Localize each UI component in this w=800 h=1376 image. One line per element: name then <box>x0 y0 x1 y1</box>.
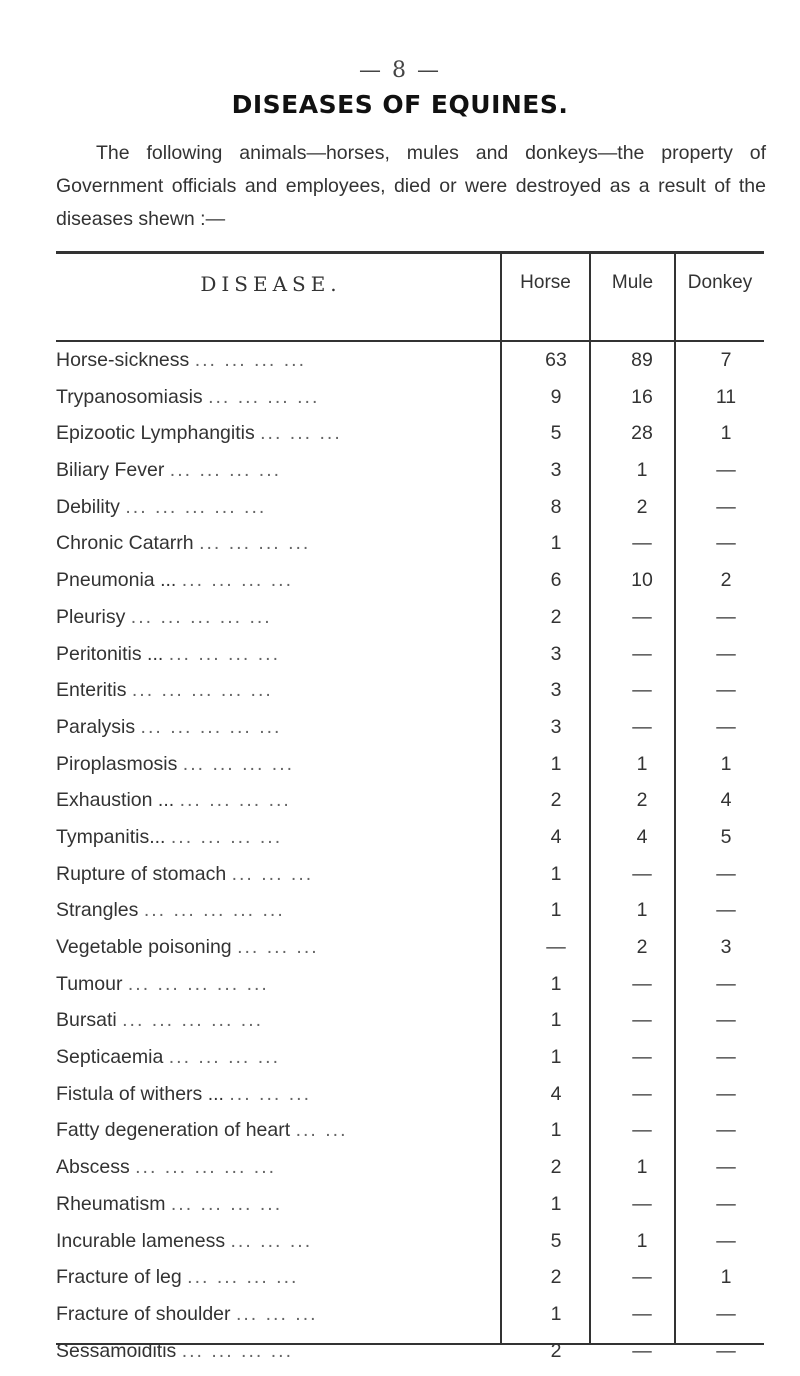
table-row <box>56 899 764 936</box>
horse-count: 6 <box>550 569 562 592</box>
intro-paragraph: The following animals—horses, mules and donkeys—the property of Government officials and employees, died or were destroyed as a result of the diseases shewn :— <box>56 142 766 230</box>
horse-count: 1 <box>550 972 562 995</box>
leader-dots: ... ... ... ... <box>181 569 294 592</box>
column-header-mule: Mule <box>611 272 654 293</box>
disease-name: Fracture of leg <box>56 1266 182 1289</box>
leader-dots: ... ... ... ... ... <box>143 899 285 922</box>
table-row <box>56 716 764 753</box>
mule-count: — <box>632 1046 652 1069</box>
donkey-count: — <box>716 1192 736 1215</box>
mule-count: 1 <box>636 1156 648 1179</box>
disease-name: Septicaemia <box>56 1046 164 1069</box>
mule-count: 16 <box>631 385 653 408</box>
disease-name: Rheumatism <box>56 1192 166 1215</box>
donkey-count: — <box>716 1302 736 1325</box>
disease-name: Horse-sickness <box>56 349 190 371</box>
mule-count: — <box>632 532 652 555</box>
disease-name: Tumour <box>56 972 123 995</box>
table-row <box>56 1266 764 1303</box>
horse-count: 3 <box>550 642 562 665</box>
horse-count: 2 <box>550 1156 562 1179</box>
horse-count: 3 <box>550 679 562 702</box>
horse-count: 1 <box>550 1046 562 1069</box>
donkey-count: 7 <box>720 349 732 371</box>
disease-name: Debility <box>56 495 120 518</box>
leader-dots: ... ... ... ... <box>194 349 306 371</box>
donkey-count: 4 <box>720 789 732 812</box>
horse-count: 3 <box>550 715 562 738</box>
table-row <box>56 606 764 643</box>
donkey-count: — <box>716 679 736 702</box>
leader-dots: ... ... ... ... <box>168 1046 281 1069</box>
horse-count: 1 <box>550 1119 562 1142</box>
table-header-rule <box>56 340 764 342</box>
disease-name: Tympanitis... <box>56 825 166 848</box>
disease-name: Fatty degeneration of heart <box>56 1119 291 1142</box>
disease-name: Pneumonia ... <box>56 569 177 592</box>
table-row <box>56 789 764 826</box>
donkey-count: — <box>716 642 736 665</box>
table-row <box>56 1156 764 1193</box>
mule-count: — <box>632 1192 652 1215</box>
column-header-horse: Horse <box>520 272 571 293</box>
donkey-count: 3 <box>720 936 732 958</box>
disease-name: Paralysis <box>56 715 136 738</box>
disease-name-cell <box>56 826 476 849</box>
disease-name: Peritonitis ... <box>56 642 164 665</box>
horse-count: 4 <box>550 1082 562 1105</box>
donkey-count: — <box>716 532 736 555</box>
mule-count: 1 <box>636 899 648 922</box>
donkey-count: 5 <box>720 825 732 848</box>
leader-dots: ... ... ... ... <box>199 532 311 555</box>
leader-dots: ... ... ... <box>235 1302 318 1325</box>
donkey-count: 11 <box>715 385 737 408</box>
disease-name: Epizootic Lymphangitis <box>56 422 255 445</box>
table-row <box>56 349 764 386</box>
table-row <box>56 496 764 533</box>
leader-dots: ... ... ... <box>231 862 314 885</box>
leader-dots: ... ... ... ... ... <box>130 605 272 628</box>
mule-count: — <box>632 1009 652 1032</box>
leader-dots: ... ... ... ... <box>208 385 320 408</box>
disease-name-cell <box>56 716 476 739</box>
donkey-count: — <box>716 1082 736 1105</box>
donkey-count: — <box>716 972 736 995</box>
mule-count: — <box>632 1339 652 1362</box>
disease-name-cell <box>56 532 476 555</box>
disease-name-cell <box>56 1119 476 1142</box>
horse-count: 63 <box>545 349 567 371</box>
mule-count: 2 <box>636 789 648 812</box>
mule-count: 2 <box>636 936 648 958</box>
horse-count: 5 <box>550 1229 562 1252</box>
mule-count: — <box>632 862 652 885</box>
leader-dots: ... ... ... <box>230 1229 313 1252</box>
mule-count: 1 <box>636 752 648 775</box>
table-row <box>56 643 764 680</box>
donkey-count: — <box>716 605 736 628</box>
mule-count: — <box>632 605 652 628</box>
table-row <box>56 1340 764 1376</box>
mule-count: — <box>632 1302 652 1325</box>
horse-count: 1 <box>550 899 562 922</box>
disease-name: Strangles <box>56 899 139 922</box>
mule-count: — <box>632 972 652 995</box>
mule-count: 1 <box>636 1229 648 1252</box>
horse-count: 9 <box>550 385 562 408</box>
mule-count: — <box>632 715 652 738</box>
table-row <box>56 386 764 423</box>
disease-name: Incurable lameness <box>56 1229 226 1252</box>
horse-count: 2 <box>550 789 562 812</box>
disease-name-cell <box>56 1009 476 1032</box>
donkey-count: — <box>716 862 736 885</box>
table-top-rule <box>56 251 764 254</box>
disease-name-cell <box>56 1046 476 1069</box>
donkey-count: 2 <box>720 569 732 592</box>
leader-dots: ... ... ... ... <box>168 642 280 665</box>
leader-dots: ... ... ... ... <box>170 1192 283 1215</box>
leader-dots: ... ... ... ... ... <box>125 495 267 518</box>
donkey-count: — <box>716 1156 736 1179</box>
disease-name-cell <box>56 863 476 886</box>
table-row <box>56 422 764 459</box>
donkey-count: 1 <box>720 422 732 445</box>
horse-count: 2 <box>550 1339 562 1362</box>
table-row <box>56 936 764 973</box>
donkey-count: — <box>716 1339 736 1362</box>
disease-name-cell <box>56 1230 476 1253</box>
disease-name: Vegetable poisoning <box>56 936 232 958</box>
horse-count: 1 <box>550 532 562 555</box>
mule-count: — <box>632 1082 652 1105</box>
disease-name: Bursati <box>56 1009 117 1032</box>
table-row <box>56 1083 764 1120</box>
leader-dots: ... ... ... ... <box>179 789 291 812</box>
disease-name-cell <box>56 606 476 629</box>
disease-name: Fracture of shoulder <box>56 1302 231 1325</box>
leader-dots: ... ... <box>295 1119 348 1142</box>
leader-dots: ... ... ... ... <box>181 1339 293 1362</box>
disease-name: Rupture of stomach <box>56 862 227 885</box>
table-row <box>56 532 764 569</box>
disease-name-cell <box>56 936 476 959</box>
table-row <box>56 1193 764 1230</box>
table-row <box>56 863 764 900</box>
disease-name-cell <box>56 1083 476 1106</box>
leader-dots: ... ... ... ... ... <box>127 972 269 995</box>
disease-name: Pleurisy <box>56 605 126 628</box>
disease-name: Exhaustion ... <box>56 789 175 812</box>
mule-count: 2 <box>636 495 648 518</box>
horse-count: 1 <box>550 752 562 775</box>
leader-dots: ... ... ... ... ... <box>131 679 273 702</box>
disease-name: Piroplasmosis <box>56 752 178 775</box>
leader-dots: ... ... ... ... ... <box>135 1156 277 1179</box>
table-row <box>56 826 764 863</box>
leader-dots: ... ... ... ... <box>187 1266 299 1289</box>
table-row <box>56 753 764 790</box>
disease-name-cell <box>56 349 476 372</box>
disease-name-cell <box>56 753 476 776</box>
disease-name-cell <box>56 973 476 996</box>
disease-name-cell <box>56 422 476 445</box>
leader-dots: ... ... ... ... <box>169 459 282 482</box>
disease-name: Fistula of withers ... <box>56 1082 224 1105</box>
mule-count: — <box>632 642 652 665</box>
leader-dots: ... ... ... <box>237 936 319 958</box>
disease-name: Abscess <box>56 1156 130 1179</box>
table-body <box>56 349 764 1376</box>
table-row <box>56 1119 764 1156</box>
disease-name-cell <box>56 1156 476 1179</box>
leader-dots: ... ... ... ... ... <box>140 715 282 738</box>
mule-count: 89 <box>631 349 653 371</box>
donkey-count: 1 <box>720 1266 732 1289</box>
table-row <box>56 973 764 1010</box>
table-row <box>56 1303 764 1340</box>
leader-dots: ... ... ... ... <box>182 752 295 775</box>
disease-name-cell <box>56 1303 476 1326</box>
table-row <box>56 1230 764 1267</box>
horse-count: 2 <box>550 605 562 628</box>
leader-dots: ... ... ... <box>260 422 342 445</box>
disease-name-cell <box>56 496 476 519</box>
disease-name-cell <box>56 899 476 922</box>
horse-count: 1 <box>550 862 562 885</box>
donkey-count: — <box>716 1119 736 1142</box>
donkey-count: 1 <box>720 752 732 775</box>
mule-count: 10 <box>631 569 653 592</box>
column-header-donkey: Donkey <box>687 272 753 293</box>
donkey-count: — <box>716 1046 736 1069</box>
horse-count: 5 <box>550 422 562 445</box>
page-title: DISEASES OF EQUINES. <box>231 90 569 119</box>
mule-count: 4 <box>636 825 648 848</box>
leader-dots: ... ... ... <box>229 1082 311 1105</box>
disease-name-cell <box>56 1340 476 1363</box>
horse-count: 4 <box>550 825 562 848</box>
leader-dots: ... ... ... ... ... <box>122 1009 264 1032</box>
disease-name-cell <box>56 386 476 409</box>
table-row <box>56 1009 764 1046</box>
mule-count: — <box>632 679 652 702</box>
mule-count: 28 <box>631 422 653 445</box>
donkey-count: — <box>716 899 736 922</box>
donkey-count: — <box>716 459 736 482</box>
table-row <box>56 679 764 716</box>
disease-name-cell <box>56 679 476 702</box>
disease-name-cell <box>56 1193 476 1216</box>
disease-name-cell <box>56 459 476 482</box>
leader-dots: ... ... ... ... <box>170 825 283 848</box>
disease-name: Biliary Fever <box>56 459 165 482</box>
donkey-count: — <box>716 1229 736 1252</box>
horse-count: 2 <box>550 1266 562 1289</box>
horse-count: — <box>546 936 566 958</box>
column-header-disease: DISEASE. <box>200 272 342 296</box>
horse-count: 1 <box>550 1192 562 1215</box>
table-row <box>56 569 764 606</box>
disease-name-cell <box>56 789 476 812</box>
disease-name-cell <box>56 643 476 666</box>
mule-count: — <box>632 1119 652 1142</box>
disease-name: Sessamoiditis <box>56 1339 177 1362</box>
disease-name: Chronic Catarrh <box>56 532 194 555</box>
disease-name-cell <box>56 569 476 592</box>
horse-count: 1 <box>550 1302 562 1325</box>
disease-name-cell <box>56 1266 476 1289</box>
donkey-count: — <box>716 715 736 738</box>
donkey-count: — <box>716 1009 736 1032</box>
donkey-count: — <box>716 495 736 518</box>
horse-count: 8 <box>550 495 562 518</box>
disease-name: Trypanosomiasis <box>56 385 203 408</box>
disease-name: Enteritis <box>56 679 127 702</box>
table-row <box>56 459 764 496</box>
table-row <box>56 1046 764 1083</box>
mule-count: — <box>632 1266 652 1289</box>
page-number: — 8 — <box>359 58 441 83</box>
horse-count: 3 <box>550 459 562 482</box>
mule-count: 1 <box>636 459 648 482</box>
horse-count: 1 <box>550 1009 562 1032</box>
